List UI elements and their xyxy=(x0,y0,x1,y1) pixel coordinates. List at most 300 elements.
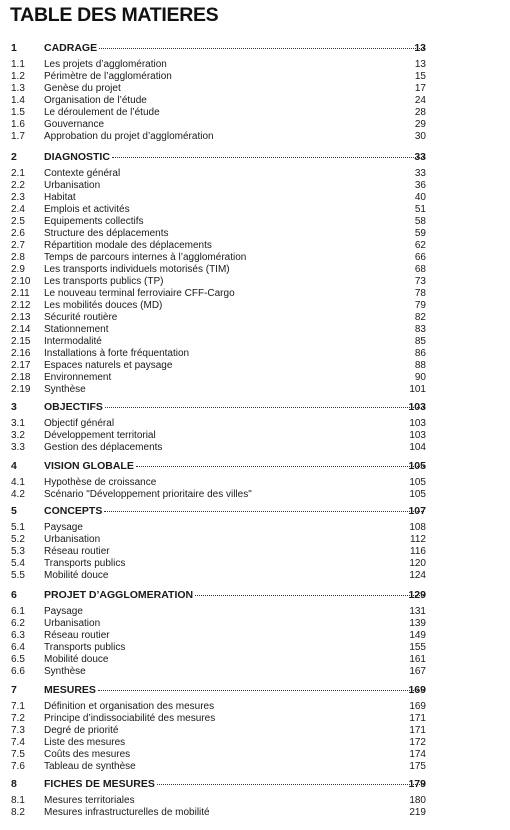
toc-section-heading[interactable] xyxy=(0,778,510,791)
toc-entry-label: Paysage xyxy=(44,522,83,533)
toc-entry-label: Mesures infrastructurelles de mobilité xyxy=(44,807,210,818)
toc-entry-page-number: 129 xyxy=(408,589,426,601)
toc-entry-label: Synthèse xyxy=(44,666,86,677)
toc-entry-text xyxy=(44,430,426,442)
toc-entry-text xyxy=(44,168,426,180)
toc-entry-number: 7.6 xyxy=(11,761,25,772)
toc-entry-page-number: 112 xyxy=(410,534,426,545)
toc-entry-text xyxy=(44,442,426,454)
toc-entry-page-number: 131 xyxy=(409,606,426,617)
toc-entry-page-number: 161 xyxy=(409,654,426,665)
toc-entry-page-number: 149 xyxy=(409,630,426,641)
toc-entry-text xyxy=(44,336,426,348)
toc-entry-number: 4.1 xyxy=(11,477,25,488)
toc-entry-label: Le déroulement de l’étude xyxy=(44,107,160,118)
toc-entry-text xyxy=(44,192,426,204)
toc-entry-number: 5.3 xyxy=(11,546,25,557)
toc-section-heading[interactable] xyxy=(0,589,510,602)
toc-entry-label: Répartition modale des déplacements xyxy=(44,240,212,251)
toc-entry-label: Gouvernance xyxy=(44,119,105,130)
toc-entry-page-number: 120 xyxy=(409,558,426,569)
toc-entry-label: Urbanisation xyxy=(44,180,101,191)
toc-entry-number: 5 xyxy=(11,505,17,517)
toc-entry[interactable] xyxy=(0,749,510,761)
toc-entry-page-number: 13 xyxy=(414,59,426,70)
toc-entry-text xyxy=(44,288,426,300)
toc-entry-page-number: 179 xyxy=(408,778,426,790)
toc-entry-page-number: 101 xyxy=(409,384,426,395)
toc-entry-page-number: 104 xyxy=(409,442,426,453)
toc-entry[interactable] xyxy=(0,83,510,95)
toc-entry[interactable] xyxy=(0,522,510,534)
toc-entry-label: Mobilité douce xyxy=(44,570,109,581)
toc-entry[interactable] xyxy=(0,642,510,654)
toc-entry-text xyxy=(44,701,426,713)
toc-entry-number: 2.13 xyxy=(11,312,31,323)
toc-entry-text xyxy=(44,761,426,773)
toc-entry[interactable] xyxy=(0,666,510,678)
toc-entry-text xyxy=(44,119,426,131)
toc-entry[interactable] xyxy=(0,618,510,630)
toc-entry[interactable] xyxy=(0,725,510,737)
toc-entry-page-number: 174 xyxy=(409,749,426,760)
toc-entry-label: Transports publics xyxy=(44,642,126,653)
toc-entry[interactable] xyxy=(0,204,510,216)
toc-entry-page-number: 59 xyxy=(414,228,426,239)
toc-entry-number: 2 xyxy=(11,151,17,163)
toc-entry-number: 6.3 xyxy=(11,630,25,641)
toc-entry-label: Urbanisation xyxy=(44,534,101,545)
toc-entry-text xyxy=(44,59,426,71)
toc-entry-text xyxy=(44,807,426,819)
toc-entry-text xyxy=(44,477,426,489)
toc-entry-text xyxy=(44,264,426,276)
toc-entry-label: MESURES xyxy=(44,684,96,696)
toc-entry-page-number: 78 xyxy=(414,288,426,299)
toc-entry-number: 7 xyxy=(11,684,17,696)
toc-entry-label: Liste des mesures xyxy=(44,737,126,748)
toc-entry-label: Espaces naturels et paysage xyxy=(44,360,173,371)
toc-entry-number: 6.2 xyxy=(11,618,25,629)
toc-entry[interactable] xyxy=(0,546,510,558)
toc-entry-number: 6.6 xyxy=(11,666,25,677)
toc-entry-label: Coûts des mesures xyxy=(44,749,131,760)
toc-entry-page-number: 29 xyxy=(414,119,426,130)
toc-entry[interactable] xyxy=(0,558,510,570)
toc-entry[interactable] xyxy=(0,324,510,336)
toc-entry-page-number: 13 xyxy=(414,42,426,54)
toc-entry[interactable] xyxy=(0,180,510,192)
toc-entry-page-number: 105 xyxy=(409,489,426,500)
toc-entry-number: 5.5 xyxy=(11,570,25,581)
toc-section xyxy=(0,778,510,819)
toc-entry[interactable] xyxy=(0,252,510,264)
toc-entry-text xyxy=(44,348,426,360)
toc-entry-number: 5.1 xyxy=(11,522,25,533)
toc-entry-number: 2.7 xyxy=(11,240,25,251)
toc-entry-text xyxy=(44,749,426,761)
dot-leader xyxy=(195,595,424,596)
dot-leader xyxy=(98,690,424,691)
toc-entry-number: 1 xyxy=(11,42,17,54)
toc-entry-text xyxy=(44,522,426,534)
toc-entry[interactable] xyxy=(0,570,510,582)
toc-entry[interactable] xyxy=(0,336,510,348)
toc-entry-text xyxy=(44,71,426,83)
toc-entry-number: 6 xyxy=(11,589,17,601)
toc-entry-text xyxy=(44,95,426,107)
toc-section-heading[interactable] xyxy=(0,151,510,164)
toc-entry-number: 2.16 xyxy=(11,348,31,359)
toc-entry-number: 6.4 xyxy=(11,642,25,653)
toc-entry-number: 2.17 xyxy=(11,360,31,371)
toc-entry-number: 1.1 xyxy=(11,59,25,70)
toc-entry-label: Définition et organisation des mesures xyxy=(44,701,215,712)
toc-entry[interactable] xyxy=(0,168,510,180)
toc-entry-page-number: 171 xyxy=(409,725,426,736)
toc-entry-text xyxy=(44,324,426,336)
toc-entry-page-number: 82 xyxy=(414,312,426,323)
toc-entry-number: 2.4 xyxy=(11,204,25,215)
toc-entry-label: Sécurité routière xyxy=(44,312,118,323)
toc-entry-label: Les transports publics (TP) xyxy=(44,276,164,287)
toc-entry-label: Paysage xyxy=(44,606,83,617)
toc-section xyxy=(0,460,510,501)
toc-entry[interactable] xyxy=(0,240,510,252)
toc-entry-label: DIAGNOSTIC xyxy=(44,151,110,163)
toc-entry-number: 2.12 xyxy=(11,300,31,311)
toc-entry-label: Installations à forte fréquentation xyxy=(44,348,190,359)
toc-entry-number: 3.2 xyxy=(11,430,25,441)
toc-entry[interactable] xyxy=(0,489,510,501)
toc-entry-number: 1.4 xyxy=(11,95,25,106)
toc-entry-page-number: 219 xyxy=(409,807,426,818)
toc-entry[interactable] xyxy=(0,59,510,71)
toc-entry-number: 2.10 xyxy=(11,276,31,287)
toc-section-heading[interactable] xyxy=(0,505,510,518)
toc-entry-text xyxy=(44,778,426,791)
toc-entry-label: Urbanisation xyxy=(44,618,101,629)
toc-entry-page-number: 30 xyxy=(414,131,426,142)
toc-entry-label: Habitat xyxy=(44,192,76,203)
toc-entry-label: Transports publics xyxy=(44,558,126,569)
toc-entry[interactable] xyxy=(0,807,510,819)
toc-entry[interactable] xyxy=(0,228,510,240)
toc-entry-text xyxy=(44,570,426,582)
toc-entry-page-number: 116 xyxy=(410,546,426,557)
toc-entry-text xyxy=(44,737,426,749)
toc-entry-page-number: 167 xyxy=(409,666,426,677)
toc-entry-text xyxy=(44,372,426,384)
dot-leader xyxy=(136,466,424,467)
toc-entry-label: Périmètre de l’agglomération xyxy=(44,71,172,82)
toc-entry-text xyxy=(44,276,426,288)
toc-entry-page-number: 68 xyxy=(414,264,426,275)
toc-entry-page-number: 155 xyxy=(409,642,426,653)
toc-entry[interactable] xyxy=(0,384,510,396)
toc-entry[interactable] xyxy=(0,418,510,430)
toc-entry-number: 2.11 xyxy=(11,288,30,299)
toc-entry[interactable] xyxy=(0,131,510,143)
toc-entry-page-number: 139 xyxy=(409,618,426,629)
toc-entry-text xyxy=(44,713,426,725)
toc-entry[interactable] xyxy=(0,360,510,372)
toc-entry[interactable] xyxy=(0,795,510,807)
toc-entry-label: Approbation du projet d’agglomération xyxy=(44,131,214,142)
toc-entry-page-number: 86 xyxy=(414,348,426,359)
toc-entry-label: Contexte général xyxy=(44,168,121,179)
toc-entry-number: 7.2 xyxy=(11,713,25,724)
toc-entry-label: Développement territorial xyxy=(44,430,156,441)
toc-entry-label: FICHES DE MESURES xyxy=(44,778,155,790)
dot-leader xyxy=(157,784,424,785)
toc-entry-text xyxy=(44,534,426,546)
toc-section xyxy=(0,684,510,773)
toc-entry-label: Les mobilités douces (MD) xyxy=(44,300,163,311)
toc-entry-number: 6.5 xyxy=(11,654,25,665)
toc-entry-text xyxy=(44,131,426,143)
toc-entry-number: 7.1 xyxy=(11,701,25,712)
toc-entry[interactable] xyxy=(0,107,510,119)
toc-entry-text xyxy=(44,505,426,518)
toc-section-heading[interactable] xyxy=(0,42,510,55)
toc-entry-text xyxy=(44,618,426,630)
toc-entry-text xyxy=(44,360,426,372)
toc-entry[interactable] xyxy=(0,534,510,546)
toc-entry-number: 7.3 xyxy=(11,725,25,736)
toc-entry-text xyxy=(44,312,426,324)
toc-entry-page-number: 88 xyxy=(414,360,426,371)
toc-section xyxy=(0,151,510,396)
toc-entry[interactable] xyxy=(0,192,510,204)
toc-entry-number: 1.6 xyxy=(11,119,25,130)
toc-entry-text xyxy=(44,654,426,666)
toc-entry-label: Tableau de synthèse xyxy=(44,761,136,772)
toc-entry-page-number: 33 xyxy=(414,168,426,179)
toc-entry-label: VISION GLOBALE xyxy=(44,460,134,472)
toc-entry-label: Les projets d’agglomération xyxy=(44,59,167,70)
toc-section xyxy=(0,42,510,143)
toc-entry-text xyxy=(44,546,426,558)
toc-entry-label: Mesures territoriales xyxy=(44,795,135,806)
toc-entry-label: OBJECTIFS xyxy=(44,401,103,413)
toc-entry-label: Temps de parcours internes à l’agglomération xyxy=(44,252,247,263)
toc-entry-number: 8 xyxy=(11,778,17,790)
dot-leader xyxy=(104,511,424,512)
toc-entry-page-number: 171 xyxy=(409,713,426,724)
page-title: TABLE DES MATIERES xyxy=(10,4,219,26)
dot-leader xyxy=(112,157,424,158)
toc-entry-page-number: 105 xyxy=(409,477,426,488)
toc-entry-label: Emplois et activités xyxy=(44,204,130,215)
toc-entry-page-number: 172 xyxy=(409,737,426,748)
toc-entry-page-number: 175 xyxy=(409,761,426,772)
toc-entry[interactable] xyxy=(0,477,510,489)
toc-entry-number: 2.18 xyxy=(11,372,31,383)
toc-entry-page-number: 36 xyxy=(414,180,426,191)
toc-entry-label: Hypothèse de croissance xyxy=(44,477,157,488)
toc-entry-label: Scénario "Développement prioritaire des villes" xyxy=(44,489,252,500)
toc-entry-number: 2.15 xyxy=(11,336,31,347)
toc-entry-number: 3.3 xyxy=(11,442,25,453)
toc-entry-text xyxy=(44,684,426,697)
toc-entry-text xyxy=(44,204,426,216)
toc-entry-page-number: 103 xyxy=(409,430,426,441)
toc-entry-page-number: 108 xyxy=(409,522,426,533)
toc-entry-page-number: 103 xyxy=(409,418,426,429)
toc-entry[interactable] xyxy=(0,95,510,107)
toc-entry-page-number: 33 xyxy=(414,151,426,163)
toc-entry-number: 7.4 xyxy=(11,737,25,748)
toc-entry-text xyxy=(44,606,426,618)
toc-entry[interactable] xyxy=(0,71,510,83)
toc-entry-text xyxy=(44,418,426,430)
toc-entry-label: Intermodalité xyxy=(44,336,102,347)
toc-entry-page-number: 28 xyxy=(414,107,426,118)
toc-entry-page-number: 15 xyxy=(414,71,426,82)
toc-entry-label: Réseau routier xyxy=(44,630,110,641)
toc-entry[interactable] xyxy=(0,761,510,773)
toc-section-heading[interactable] xyxy=(0,460,510,473)
toc-entry[interactable] xyxy=(0,312,510,324)
toc-section xyxy=(0,401,510,454)
toc-entry-text xyxy=(44,216,426,228)
toc-entry[interactable] xyxy=(0,442,510,454)
toc-entry-page-number: 40 xyxy=(414,192,426,203)
toc-entry-number: 2.3 xyxy=(11,192,25,203)
toc-entry-text xyxy=(44,795,426,807)
toc-entry[interactable] xyxy=(0,300,510,312)
toc-entry-label: Réseau routier xyxy=(44,546,110,557)
toc-entry[interactable] xyxy=(0,216,510,228)
toc-entry[interactable] xyxy=(0,288,510,300)
toc-entry-text xyxy=(44,725,426,737)
toc-entry-page-number: 124 xyxy=(409,570,426,581)
toc-entry-label: Synthèse xyxy=(44,384,86,395)
toc-entry-page-number: 103 xyxy=(408,401,426,413)
toc-entry-text xyxy=(44,228,426,240)
toc-entry-number: 1.7 xyxy=(11,131,25,142)
toc-entry-number: 1.5 xyxy=(11,107,25,118)
toc-entry-text xyxy=(44,107,426,119)
toc-entry-label: CONCEPTS xyxy=(44,505,103,517)
toc-entry-label: Structure des déplacements xyxy=(44,228,169,239)
toc-entry-label: CADRAGE xyxy=(44,42,98,54)
toc-entry-page-number: 90 xyxy=(414,372,426,383)
toc-entry[interactable] xyxy=(0,713,510,725)
toc-entry-label: Principe d’indissociabilité des mesures xyxy=(44,713,216,724)
toc-entry-label: Organisation de l’étude xyxy=(44,95,147,106)
toc-entry-text xyxy=(44,630,426,642)
dot-leader xyxy=(99,48,424,49)
toc-entry-number: 4 xyxy=(11,460,17,472)
toc-entry-number: 5.2 xyxy=(11,534,25,545)
toc-entry-page-number: 105 xyxy=(408,460,426,472)
toc-entry-text xyxy=(44,460,426,473)
toc-entry[interactable] xyxy=(0,348,510,360)
toc-entry[interactable] xyxy=(0,630,510,642)
toc-section-heading[interactable] xyxy=(0,684,510,697)
toc-entry-page-number: 169 xyxy=(408,684,426,696)
toc-entry[interactable] xyxy=(0,372,510,384)
toc-entry-page-number: 58 xyxy=(414,216,426,227)
toc-entry-number: 8.2 xyxy=(11,807,25,818)
toc-entry-number: 2.6 xyxy=(11,228,25,239)
toc-entry-page-number: 51 xyxy=(414,204,426,215)
toc-entry-text xyxy=(44,300,426,312)
toc-entry[interactable] xyxy=(0,276,510,288)
toc-entry-label: PROJET D’AGGLOMERATION xyxy=(44,589,194,601)
toc-entry[interactable] xyxy=(0,737,510,749)
toc-entry-number: 2.1 xyxy=(11,168,25,179)
toc-entry-text xyxy=(44,240,426,252)
toc-entry-text xyxy=(44,401,426,414)
toc-entry-page-number: 79 xyxy=(414,300,426,311)
dot-leader xyxy=(105,407,424,408)
toc-entry-page-number: 85 xyxy=(414,336,426,347)
toc-entry-page-number: 169 xyxy=(409,701,426,712)
toc-entry[interactable] xyxy=(0,119,510,131)
toc-entry-label: Equipements collectifs xyxy=(44,216,144,227)
toc-entry-page-number: 73 xyxy=(414,276,426,287)
toc-section xyxy=(0,505,510,582)
toc-entry-number: 1.3 xyxy=(11,83,25,94)
toc-entry-label: Les transports individuels motorisés (TIM) xyxy=(44,264,230,275)
toc-entry[interactable] xyxy=(0,654,510,666)
toc-entry-label: Genèse du projet xyxy=(44,83,121,94)
toc-entry-page-number: 66 xyxy=(414,252,426,263)
toc-entry-label: Objectif général xyxy=(44,418,115,429)
toc-entry-text xyxy=(44,42,426,55)
toc-entry-page-number: 107 xyxy=(408,505,426,517)
toc-entry-number: 3 xyxy=(11,401,17,413)
toc-entry-number: 3.1 xyxy=(11,418,25,429)
toc-entry-label: Mobilité douce xyxy=(44,654,109,665)
toc-entry[interactable] xyxy=(0,430,510,442)
toc-entry-text xyxy=(44,489,426,501)
toc-entry-label: Environnement xyxy=(44,372,112,383)
toc-entry-number: 2.9 xyxy=(11,264,25,275)
toc-entry-number: 7.5 xyxy=(11,749,25,760)
toc-entry-number: 4.2 xyxy=(11,489,25,500)
toc-entry-text xyxy=(44,558,426,570)
toc-entry-page-number: 180 xyxy=(409,795,426,806)
toc-section xyxy=(0,589,510,678)
toc-entry[interactable] xyxy=(0,701,510,713)
toc-entry[interactable] xyxy=(0,606,510,618)
toc-entry-number: 1.2 xyxy=(11,71,25,82)
toc-entry-text xyxy=(44,83,426,95)
toc-entry-number: 8.1 xyxy=(11,795,25,806)
toc-entry-label: Degré de priorité xyxy=(44,725,119,736)
toc-entry-text xyxy=(44,252,426,264)
toc-entry[interactable] xyxy=(0,264,510,276)
toc-entry-page-number: 62 xyxy=(414,240,426,251)
toc-section-heading[interactable] xyxy=(0,401,510,414)
toc-entry-text xyxy=(44,180,426,192)
toc-entry-text xyxy=(44,589,426,602)
toc-entry-label: Stationnement xyxy=(44,324,109,335)
toc-entry-text xyxy=(44,384,426,396)
toc-entry-number: 6.1 xyxy=(11,606,25,617)
toc-entry-number: 2.8 xyxy=(11,252,25,263)
toc-entry-text xyxy=(44,642,426,654)
toc-entry-text xyxy=(44,151,426,164)
toc-entry-label: Gestion des déplacements xyxy=(44,442,163,453)
toc-entry-text xyxy=(44,666,426,678)
toc-entry-number: 5.4 xyxy=(11,558,25,569)
toc-entry-page-number: 83 xyxy=(414,324,426,335)
